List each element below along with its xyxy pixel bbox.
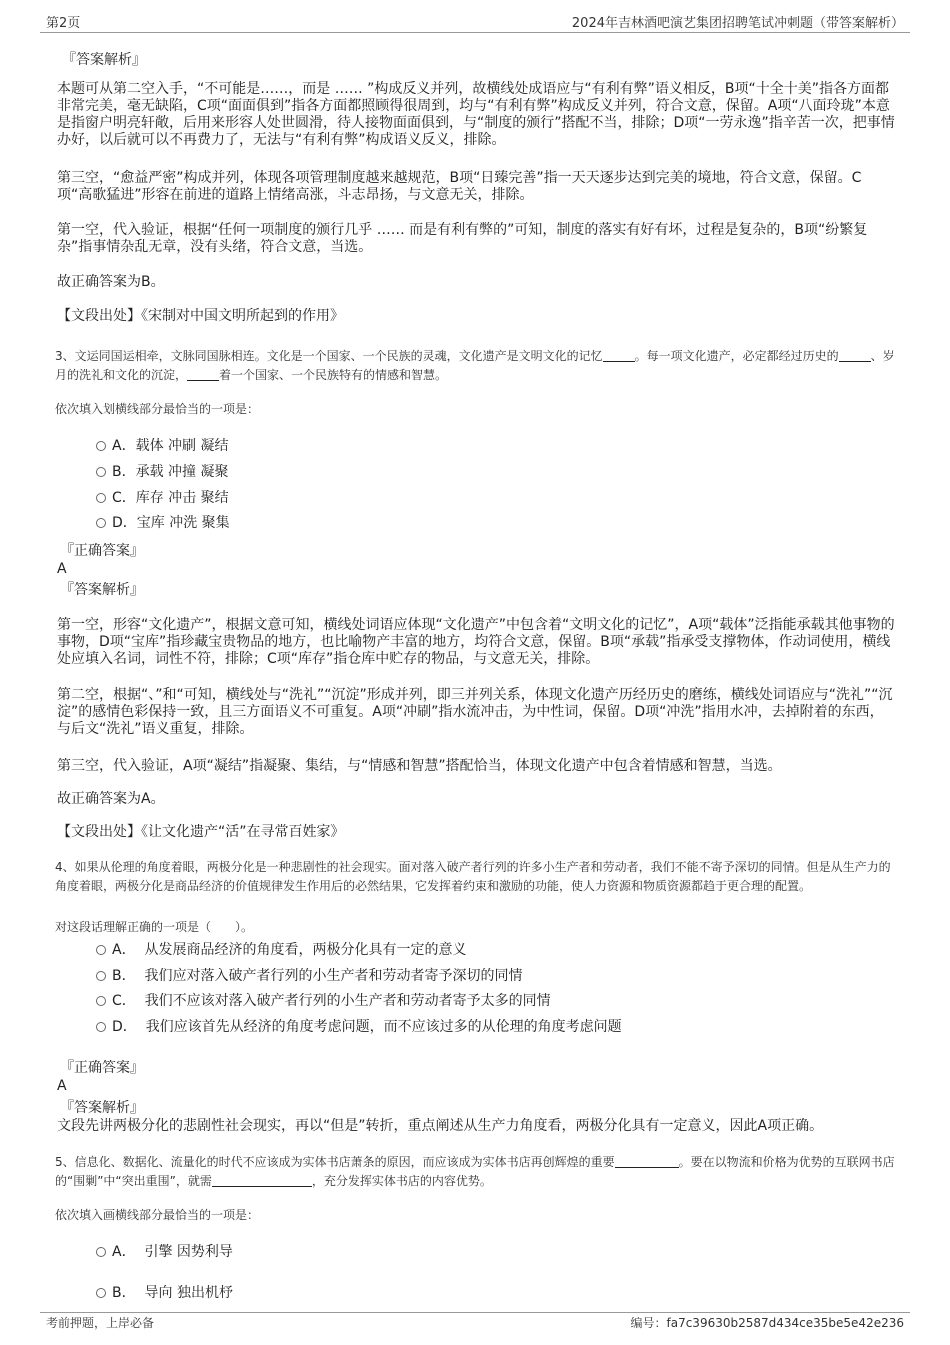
q3-stem-part4: 、岁月的洗礼和文化的沉淀， — [55, 349, 895, 382]
q3-blank-2 — [839, 349, 871, 362]
option-text: 我们应对落入破产者行列的小生产者和劳动者寄予深切的同情 — [144, 968, 523, 984]
q3-analysis-p3: 第三空，代入验证，A项“凝结”指凝聚、集结，与“情感和智慧”搭配恰当，体现文化遗产中包含着情感和智慧，当选。 — [57, 758, 782, 774]
q4-option-b[interactable] — [96, 967, 523, 985]
option-letter: B． — [112, 464, 136, 480]
q3-option-c[interactable] — [96, 489, 229, 507]
q4-option-c[interactable] — [96, 992, 551, 1010]
footer-divider — [40, 1312, 910, 1313]
q5-stem-part2: 。要在以物流和价格为优势的互联网书店的“围剿”中“突出重围”，就需 — [55, 1155, 895, 1188]
option-text: 导向 独出机杼 — [144, 1285, 233, 1301]
q5-blank-1 — [615, 1155, 679, 1168]
q2-analysis-label: 『答案解析』 — [62, 52, 146, 68]
q5-blank-2 — [212, 1174, 312, 1187]
q3-instruction: 依次填入划横线部分最恰当的一项是： — [55, 402, 260, 416]
radio-icon[interactable] — [96, 945, 106, 955]
q3-conclusion: 故正确答案为A。 — [57, 791, 165, 807]
q4-option-a[interactable] — [96, 941, 466, 959]
document-title: 2024年吉林酒吧演艺集团招聘笔试冲刺题（带答案解析） — [571, 16, 904, 31]
option-text: 我们不应该对落入破产者行列的小生产者和劳动者寄予太多的同情 — [144, 993, 551, 1009]
option-letter: D． — [112, 1019, 137, 1035]
q4-analysis-label: 『答案解析』 — [60, 1100, 144, 1116]
radio-icon[interactable] — [96, 467, 106, 477]
q3-option-d[interactable] — [96, 514, 230, 532]
radio-icon[interactable] — [96, 493, 106, 503]
radio-icon[interactable] — [96, 518, 106, 528]
q3-option-a[interactable] — [96, 437, 228, 455]
q3-analysis-label: 『答案解析』 — [60, 582, 144, 598]
document-id-value: fa7c39630b2587d434ce35be5e42e236 — [666, 1316, 904, 1330]
option-text: 载体 冲刷 凝结 — [135, 438, 229, 454]
option-text: 承载 冲撞 凝聚 — [135, 464, 229, 480]
document-id-label: 编号： — [630, 1316, 667, 1330]
q4-analysis: 文段先讲两极分化的悲剧性社会现实，再以“但是”转折，重点阐述从生产力角度看，两极分化具有一定意义，因此A项正确。 — [57, 1118, 824, 1134]
option-text: 从发展商品经济的角度看，两极分化具有一定的意义 — [144, 942, 467, 958]
q3-blank-1 — [603, 349, 635, 362]
q4-option-d[interactable] — [96, 1018, 622, 1036]
option-letter: C． — [112, 490, 136, 506]
q5-stem-part1: 5、信息化、数据化、流量化的时代不应该成为实体书店萧条的原因，而应该成为实体书店再创辉煌的重要 — [55, 1155, 615, 1169]
q3-stem-part2: 文运同国运相牵，文脉同国脉相连。文化是一个国家、一个民族的灵魂，文化遗产是文明文化的记忆 — [74, 349, 603, 363]
radio-icon[interactable] — [96, 1247, 106, 1257]
q3-analysis-p1: 第一空，形容“文化遗产”，根据文意可知，横线处词语应体现“文化遗产”中包含着“文明文化的记忆”，A项“载体”泛指能承载其他事物的事物，D项“宝库”指珍藏宝贵物品的地方，也比喻物产丰富的地方，均符合文意，保留。B项“承载”指承受支撑物体，作动词使用，横线处应填入名词，词性不符，排除；C项“库存”指仓库中贮存的物品，与文意无关，排除。 — [57, 617, 895, 667]
q5-option-a[interactable] — [96, 1243, 233, 1261]
header-divider — [40, 32, 910, 33]
q3-stem-part5: 着一个国家、一个民族特有的情感和智慧。 — [219, 368, 448, 382]
option-text: 库存 冲击 聚结 — [135, 490, 229, 506]
radio-icon[interactable] — [96, 971, 106, 981]
q5-stem-part3: ，充分发挥实体书店的内容优势。 — [311, 1174, 492, 1188]
option-text: 引擎 因势利导 — [144, 1244, 233, 1260]
q3-blank-3 — [187, 368, 219, 381]
q2-analysis-p1: 本题可从第二空入手，“不可能是……，而是 …… ”构成反义并列，故横线处成语应与“有利有弊”语义相反，B项“十全十美”指各方面都非常完美，毫无缺陷，C项“面面俱到”指各方面都照顾得很周到，均与“有利有弊”构成反义并列，符合文意，保留。A项“八面玲珑”本意是指窗户明亮轩敞，后用来形容人处世圆滑，待人接物面面俱到，与“制度的颁行”搭配不当，排除；D项“一劳永逸”指辛苦一次，把事情办好，以后就可以不再费力了，无法与“有利有弊”构成语义反义，排除。 — [57, 81, 895, 148]
q2-analysis-p3: 第一空，代入验证，根据“任何一项制度的颁行几乎 …… 而是有利有弊的”可知，制度的落实有好有坏，过程是复杂的，B项“纷繁复杂”指事情杂乱无章，没有头绪，符合文意，当选。 — [57, 222, 868, 255]
option-text: 我们应该首先从经济的角度考虑问题，而不应该过多的从伦理的角度考虑问题 — [145, 1019, 622, 1035]
q5-instruction: 依次填入画横线部分最恰当的一项是： — [55, 1208, 260, 1222]
option-letter: C． — [112, 993, 136, 1009]
q4-instruction: 对这段话理解正确的一项是（ ）。 — [55, 920, 254, 934]
q3-stem-part3: 。每一项文化遗产，必定都经过历史的 — [634, 349, 839, 363]
radio-icon[interactable] — [96, 996, 106, 1006]
q3-source: 【文段出处】《让文化遗产“活”在寻常百姓家》 — [57, 824, 345, 840]
radio-icon[interactable] — [96, 441, 106, 451]
document-id — [630, 1314, 904, 1331]
q3-analysis-p2: 第二空，根据“、”和“可知，横线处与“洗礼”“沉淀”形成并列，即三并列关系，体现文化遗产历经历史的磨练，横线处词语应与“洗礼”“沉淀”的感情色彩保持一致，且三方面语义不可重复。A项“冲刷”指水流冲击，为中性词，保留。D项“冲洗”指用水冲，去掉附着的东西，与后文“洗礼”语义重复，排除。 — [57, 687, 893, 737]
option-letter: D． — [112, 515, 137, 531]
option-text: 宝库 冲洗 聚集 — [136, 515, 230, 531]
option-letter: B． — [112, 1285, 136, 1301]
q3-correct-label: 『正确答案』 — [60, 543, 144, 559]
q3-stem — [55, 347, 897, 385]
radio-icon[interactable] — [96, 1288, 106, 1298]
q5-option-b[interactable] — [96, 1284, 233, 1302]
option-letter: A． — [112, 438, 136, 454]
radio-icon[interactable] — [96, 1022, 106, 1032]
q2-analysis-p2: 第三空，“愈益严密”构成并列，体现各项管理制度越来越规范，B项“日臻完善”指一天天逐步达到完美的境地，符合文意，保留。C项“高歌猛进”形容在前进的道路上情绪高涨，斗志昂扬，与文意无关，排除。 — [57, 170, 862, 203]
option-letter: B． — [112, 968, 136, 984]
q3-correct-answer: A — [57, 561, 67, 577]
q3-stem-part1: 3、 — [55, 349, 75, 363]
footer-slogan: 考前押题，上岸必备 — [46, 1316, 155, 1330]
option-letter: A． — [112, 942, 136, 958]
q5-stem — [55, 1153, 897, 1191]
page-number: 第2页 — [46, 16, 81, 31]
q3-option-b[interactable] — [96, 463, 229, 481]
q2-conclusion: 故正确答案为B。 — [57, 274, 165, 290]
option-letter: A． — [112, 1244, 136, 1260]
q4-stem: 4、如果从伦理的角度着眼，两极分化是一种悲剧性的社会现实。面对落入破产者行列的许多小生产者和劳动者，我们不能不寄予深切的同情。但是从生产力的角度着眼，两极分化是商品经济的价值规律发生作用后的必然结果，它发挥着约束和激励的功能，使人力资源和物质资源都趋于更合理的配置。 — [55, 860, 891, 893]
q4-correct-answer: A — [57, 1078, 67, 1094]
q4-correct-label: 『正确答案』 — [60, 1060, 144, 1076]
q2-source: 【文段出处】《宋制对中国文明所起到的作用》 — [57, 308, 344, 324]
